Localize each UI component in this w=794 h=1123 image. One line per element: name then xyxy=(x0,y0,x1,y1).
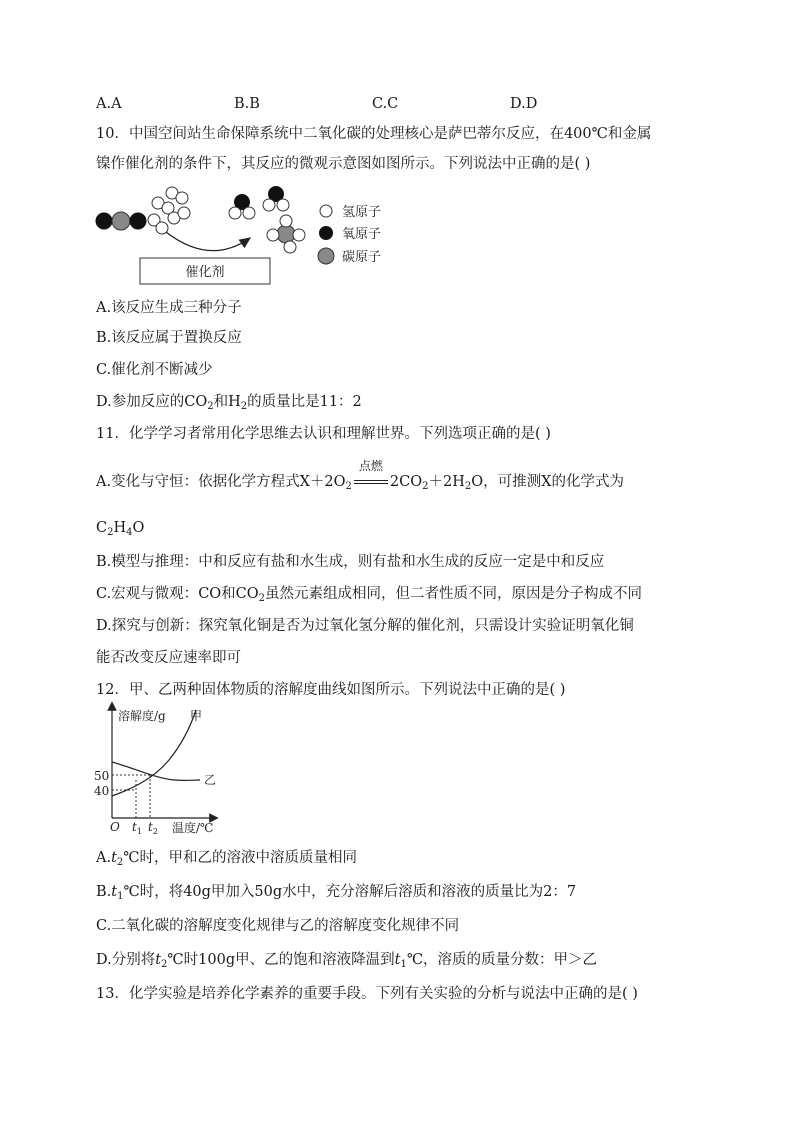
h2o-molecule xyxy=(263,186,289,211)
q12-option-d: D.分别将$t_2℃$时100g甲、乙的饱和溶液降温到$t_1℃$，溶质的质量分数：甲＞乙 xyxy=(96,952,598,970)
y-axis-label: 溶解度/g xyxy=(118,709,166,723)
q10-option-a: A.该反应生成三种分子 xyxy=(96,300,242,316)
reaction-condition: 点燃 xyxy=(354,472,388,492)
series-yi-curve xyxy=(112,762,200,780)
q10-option-d: D.参加反应的$CO_2$和$H_2$的质量比是11：2 xyxy=(96,394,362,412)
q11-option-a: A.变化与守恒：依据化学方程式$X+2O_2$ 点燃 $2CO_2+2H_2O$，可推测X的化学式为 xyxy=(96,459,624,492)
origin-label: O xyxy=(110,820,120,834)
q10-reaction-diagram xyxy=(90,180,420,290)
catalyst-label: 催化剂 xyxy=(185,265,225,280)
q10-stem-line2: 镍作催化剂的条件下，其反应的微观示意图如图所示。下列说法中正确的是( ) xyxy=(96,156,591,172)
x-axis-label: 温度/℃ xyxy=(172,821,214,835)
q11-option-d-line2: 能否改变反应速率即可 xyxy=(96,650,241,666)
reaction-arrow xyxy=(166,232,250,251)
q12-option-a: $A.t_2℃$时，甲和乙的溶液中溶质质量相同 xyxy=(96,850,358,868)
q11-stem: 11．化学学习者常用化学思维去认识和理解世界。下列选项正确的是( ) xyxy=(96,426,551,442)
q11-option-c: C.宏观与微观：CO和$CO_2$虽然元素组成相同，但二者性质不同，原因是分子构成不同 xyxy=(96,586,643,604)
q9-choice-d: D.D xyxy=(510,96,538,112)
q11-option-b: B.模型与推理：中和反应有盐和水生成，则有盐和水生成的反应一定是中和反应 xyxy=(96,554,605,570)
solubility-chart xyxy=(94,700,254,842)
q13-stem: 13．化学实验是培养化学素养的重要手段。下列有关实验的分析与说法中正确的是( ) xyxy=(96,986,638,1002)
x-tick-label: $t_1$ xyxy=(132,820,142,836)
q10-option-c: C.催化剂不断减少 xyxy=(96,362,213,378)
q11-option-d-line1: D.探究与创新：探究氧化铜是否为过氧化氢分解的催化剂，只需设计实验证明氧化铜 xyxy=(96,618,634,634)
ch4-molecule xyxy=(267,215,305,253)
q12-option-b: $B.t_1℃$时，将40g甲加入50g水中，充分溶解后溶质和溶液的质量比为2：7 xyxy=(96,884,577,902)
legend-carbon: 碳原子 xyxy=(342,250,382,265)
y-tick-label: 40 xyxy=(94,784,110,798)
h2o-molecule xyxy=(229,194,255,219)
q9-choice-c: C.C xyxy=(372,96,399,112)
q10-stem-line1: 10．中国空间站生命保障系统中二氧化碳的处理核心是萨巴蒂尔反应，在400℃和金属 xyxy=(96,126,652,142)
h2-molecules xyxy=(148,187,190,234)
q12-option-c: C.二氧化碳的溶解度变化规律与乙的溶解度变化规律不同 xyxy=(96,918,460,934)
q9-choice-b: B.B xyxy=(234,96,260,112)
q9-choice-a: A.A xyxy=(96,96,122,112)
series-yi-label: 乙 xyxy=(204,773,217,787)
q11-option-a-formula: $C_2H_4O$ xyxy=(96,520,145,538)
co2-molecule xyxy=(96,212,146,230)
q12-stem: 12．甲、乙两种固体物质的溶解度曲线如图所示。下列说法中正确的是( ) xyxy=(96,682,566,698)
x-tick-label: $t_2$ xyxy=(148,820,158,836)
diagram-legend xyxy=(318,205,381,265)
series-jia-label: 甲 xyxy=(190,709,203,723)
legend-hydrogen: 氢原子 xyxy=(342,205,382,220)
y-tick-label: 50 xyxy=(94,769,110,783)
legend-oxygen: 氧原子 xyxy=(342,227,382,242)
q10-option-b: B.该反应属于置换反应 xyxy=(96,330,242,346)
